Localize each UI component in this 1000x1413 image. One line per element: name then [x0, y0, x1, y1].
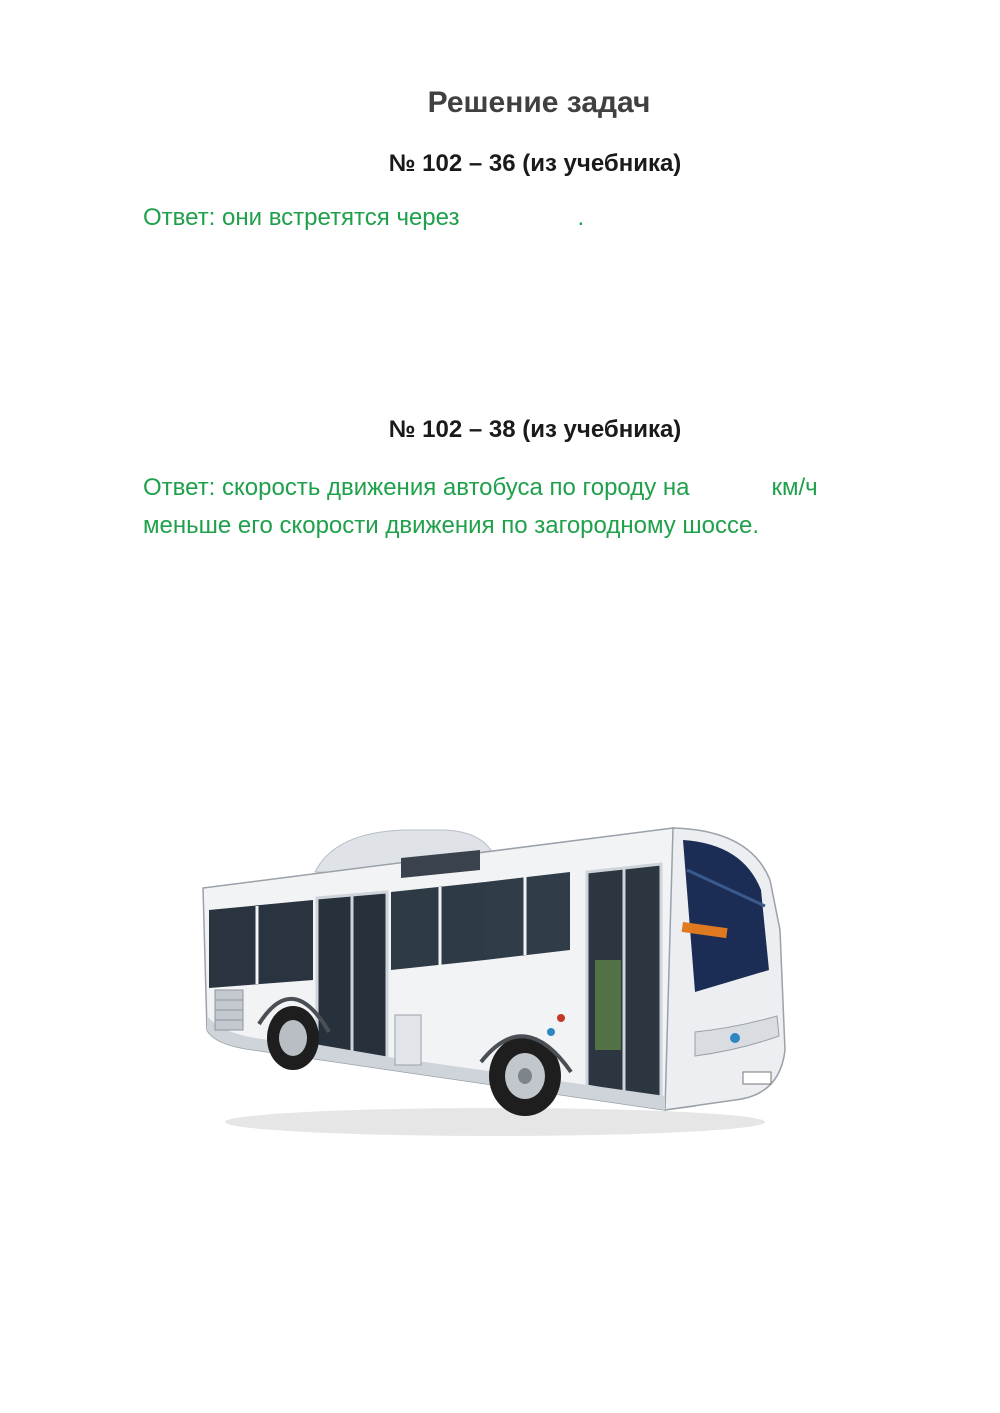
answer-38-blank [690, 472, 772, 500]
task-heading-36: № 102 – 36 (из учебника) [388, 150, 682, 177]
bus-image [195, 810, 795, 1150]
bus-illustration [195, 810, 795, 1150]
answer-36-prefix: Ответ: они встретятся через [143, 204, 460, 231]
task-heading-38: № 102 – 38 (из учебника) [388, 416, 682, 443]
answer-38-unit: км/ч [771, 474, 818, 501]
answer-36 [143, 199, 933, 237]
answer-36-suffix: . [577, 204, 585, 231]
answer-36-blank [459, 202, 577, 230]
page-title: Решение задач [427, 86, 651, 119]
answer-38-part2: меньше его скорости движения по загородному шоссе. [143, 512, 759, 539]
answer-38 [143, 469, 933, 545]
answer-38-part1: Ответ: скорость движения автобуса по городу на [143, 474, 690, 501]
